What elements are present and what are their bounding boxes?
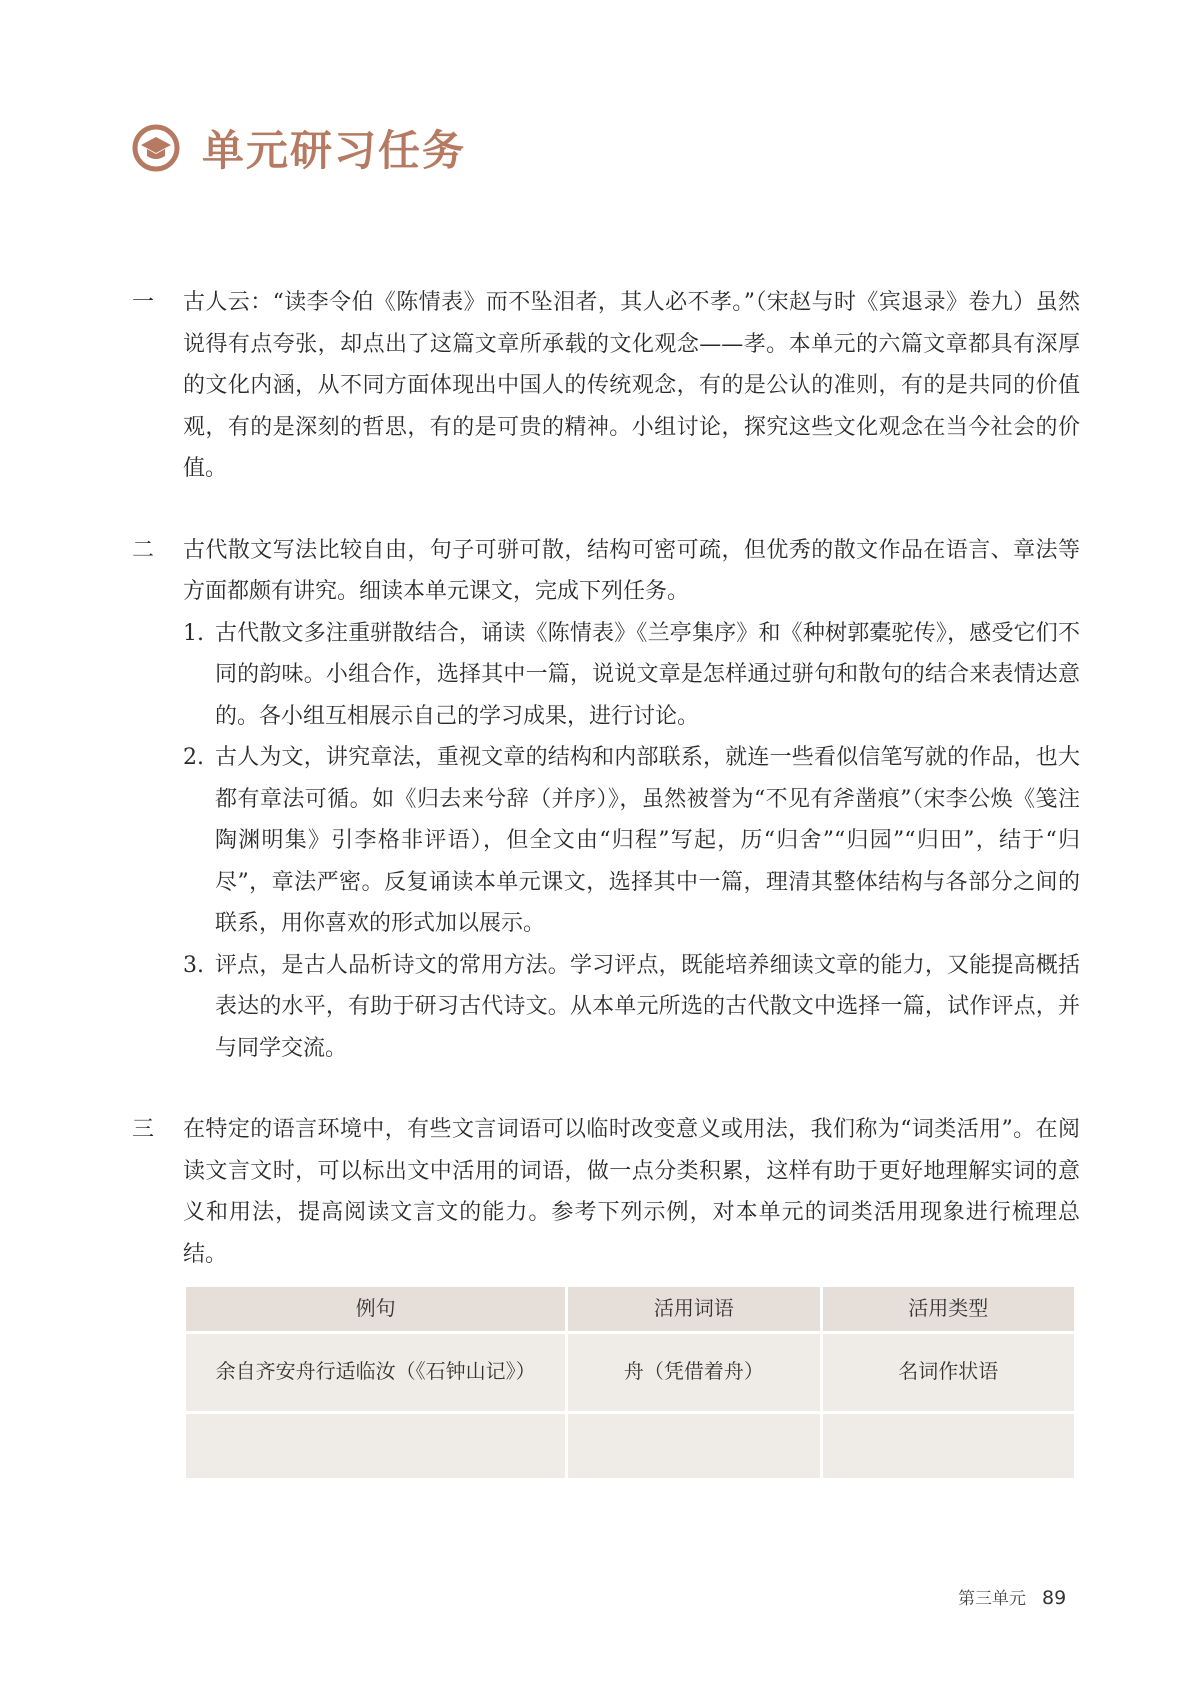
subtask-text: 古人为文，讲究章法，重视文章的结构和内部联系，就连一些看似信笔写就的作品，也大都有章法可循。如《归去来兮辞（并序）》，虽然被誉为“不见有斧凿痕”（宋李公焕《笺注陶渊明集》引李格非评语），但全文由“归程”写起，历“归舍”“归园”“归田”，结于“归尽”，章法严密。反复诵读本单元课文，选择其中一篇，理清其整体结构与各部分之间的联系，用你喜欢的形式加以展示。	[215, 745, 1080, 936]
table-cell: 舟（凭借着舟）	[568, 1334, 819, 1414]
task-number: 二	[132, 537, 155, 563]
table-row	[186, 1334, 1074, 1414]
subtask-number: 3.	[183, 952, 204, 978]
subtask-text: 评点，是古人品析诗文的常用方法。学习评点，既能培养细读文章的能力，又能提高概括表达的水平，有助于研习古代诗文。从本单元所选的古代散文中选择一篇，试作评点，并与同学交流。	[215, 952, 1080, 1061]
unit-label: 第三单元	[958, 1589, 1026, 1609]
task-number: 一	[132, 290, 155, 315]
word-usage-table	[183, 1287, 1077, 1481]
subtask-number: 1.	[183, 620, 204, 646]
table-cell	[186, 1414, 565, 1481]
task-list	[132, 282, 1080, 1481]
subtask-text: 古代散文多注重骈散结合，诵读《陈情表》《兰亭集序》和《种树郭橐驼传》，感受它们不同的韵味。小组合作，选择其中一篇，说说文章是怎样通过骈句和散句的结合来表情达意的。各小组互相展示自己的学习成果，进行讨论。	[215, 620, 1080, 729]
table-cell	[568, 1414, 819, 1481]
table-header-type: 活用类型	[823, 1287, 1074, 1334]
table-cell: 余自齐安舟行适临汝（《石钟山记》）	[186, 1334, 565, 1414]
table-row	[186, 1414, 1074, 1481]
task-text: 古代散文写法比较自由，句子可骈可散，结构可密可疏，但优秀的散文作品在语言、章法等方面都颇有讲究。细读本单元课文，完成下列任务。	[183, 537, 1080, 604]
graduation-cap-icon	[132, 124, 180, 172]
table-header-word: 活用词语	[568, 1287, 819, 1334]
table-cell: 名词作状语	[823, 1334, 1074, 1414]
subtask-item-2	[183, 737, 1080, 945]
section-header	[132, 118, 466, 178]
task-text: 古人云：“读李令伯《陈情表》而不坠泪者，其人必不孝。”（宋赵与时《宾退录》卷九）虽然说得有点夸张，却点出了这篇文章所承载的文化观念——孝。本单元的六篇文章都具有深厚的文化内涵，从不同方面体现出中国人的传统观念，有的是公认的准则，有的是共同的价值观，有的是深刻的哲思，有的是可贵的精神。小组讨论，探究这些文化观念在当今社会的价值。	[183, 290, 1080, 481]
task-number: 三	[132, 1117, 155, 1142]
subtask-item-3	[183, 945, 1080, 1070]
task-item-3	[132, 1109, 1080, 1275]
page-number: 89	[1042, 1587, 1067, 1609]
subtask-number: 2.	[183, 745, 204, 770]
task-item-2	[132, 530, 1080, 1070]
task-item-1	[132, 282, 1080, 490]
subtask-item-1	[183, 613, 1080, 738]
section-title: 单元研习任务	[202, 126, 467, 175]
task-text: 在特定的语言环境中，有些文言词语可以临时改变意义或用法，我们称为“词类活用”。在阅读文言文时，可以标出文中活用的词语，做一点分类积累，这样有助于更好地理解实词的意义和用法，提高阅读文言文的能力。参考下列示例，对本单元的词类活用现象进行梳理总结。	[183, 1117, 1080, 1267]
table-header-example: 例句	[186, 1287, 565, 1334]
table-cell	[823, 1414, 1074, 1481]
page-footer	[958, 1584, 1066, 1609]
